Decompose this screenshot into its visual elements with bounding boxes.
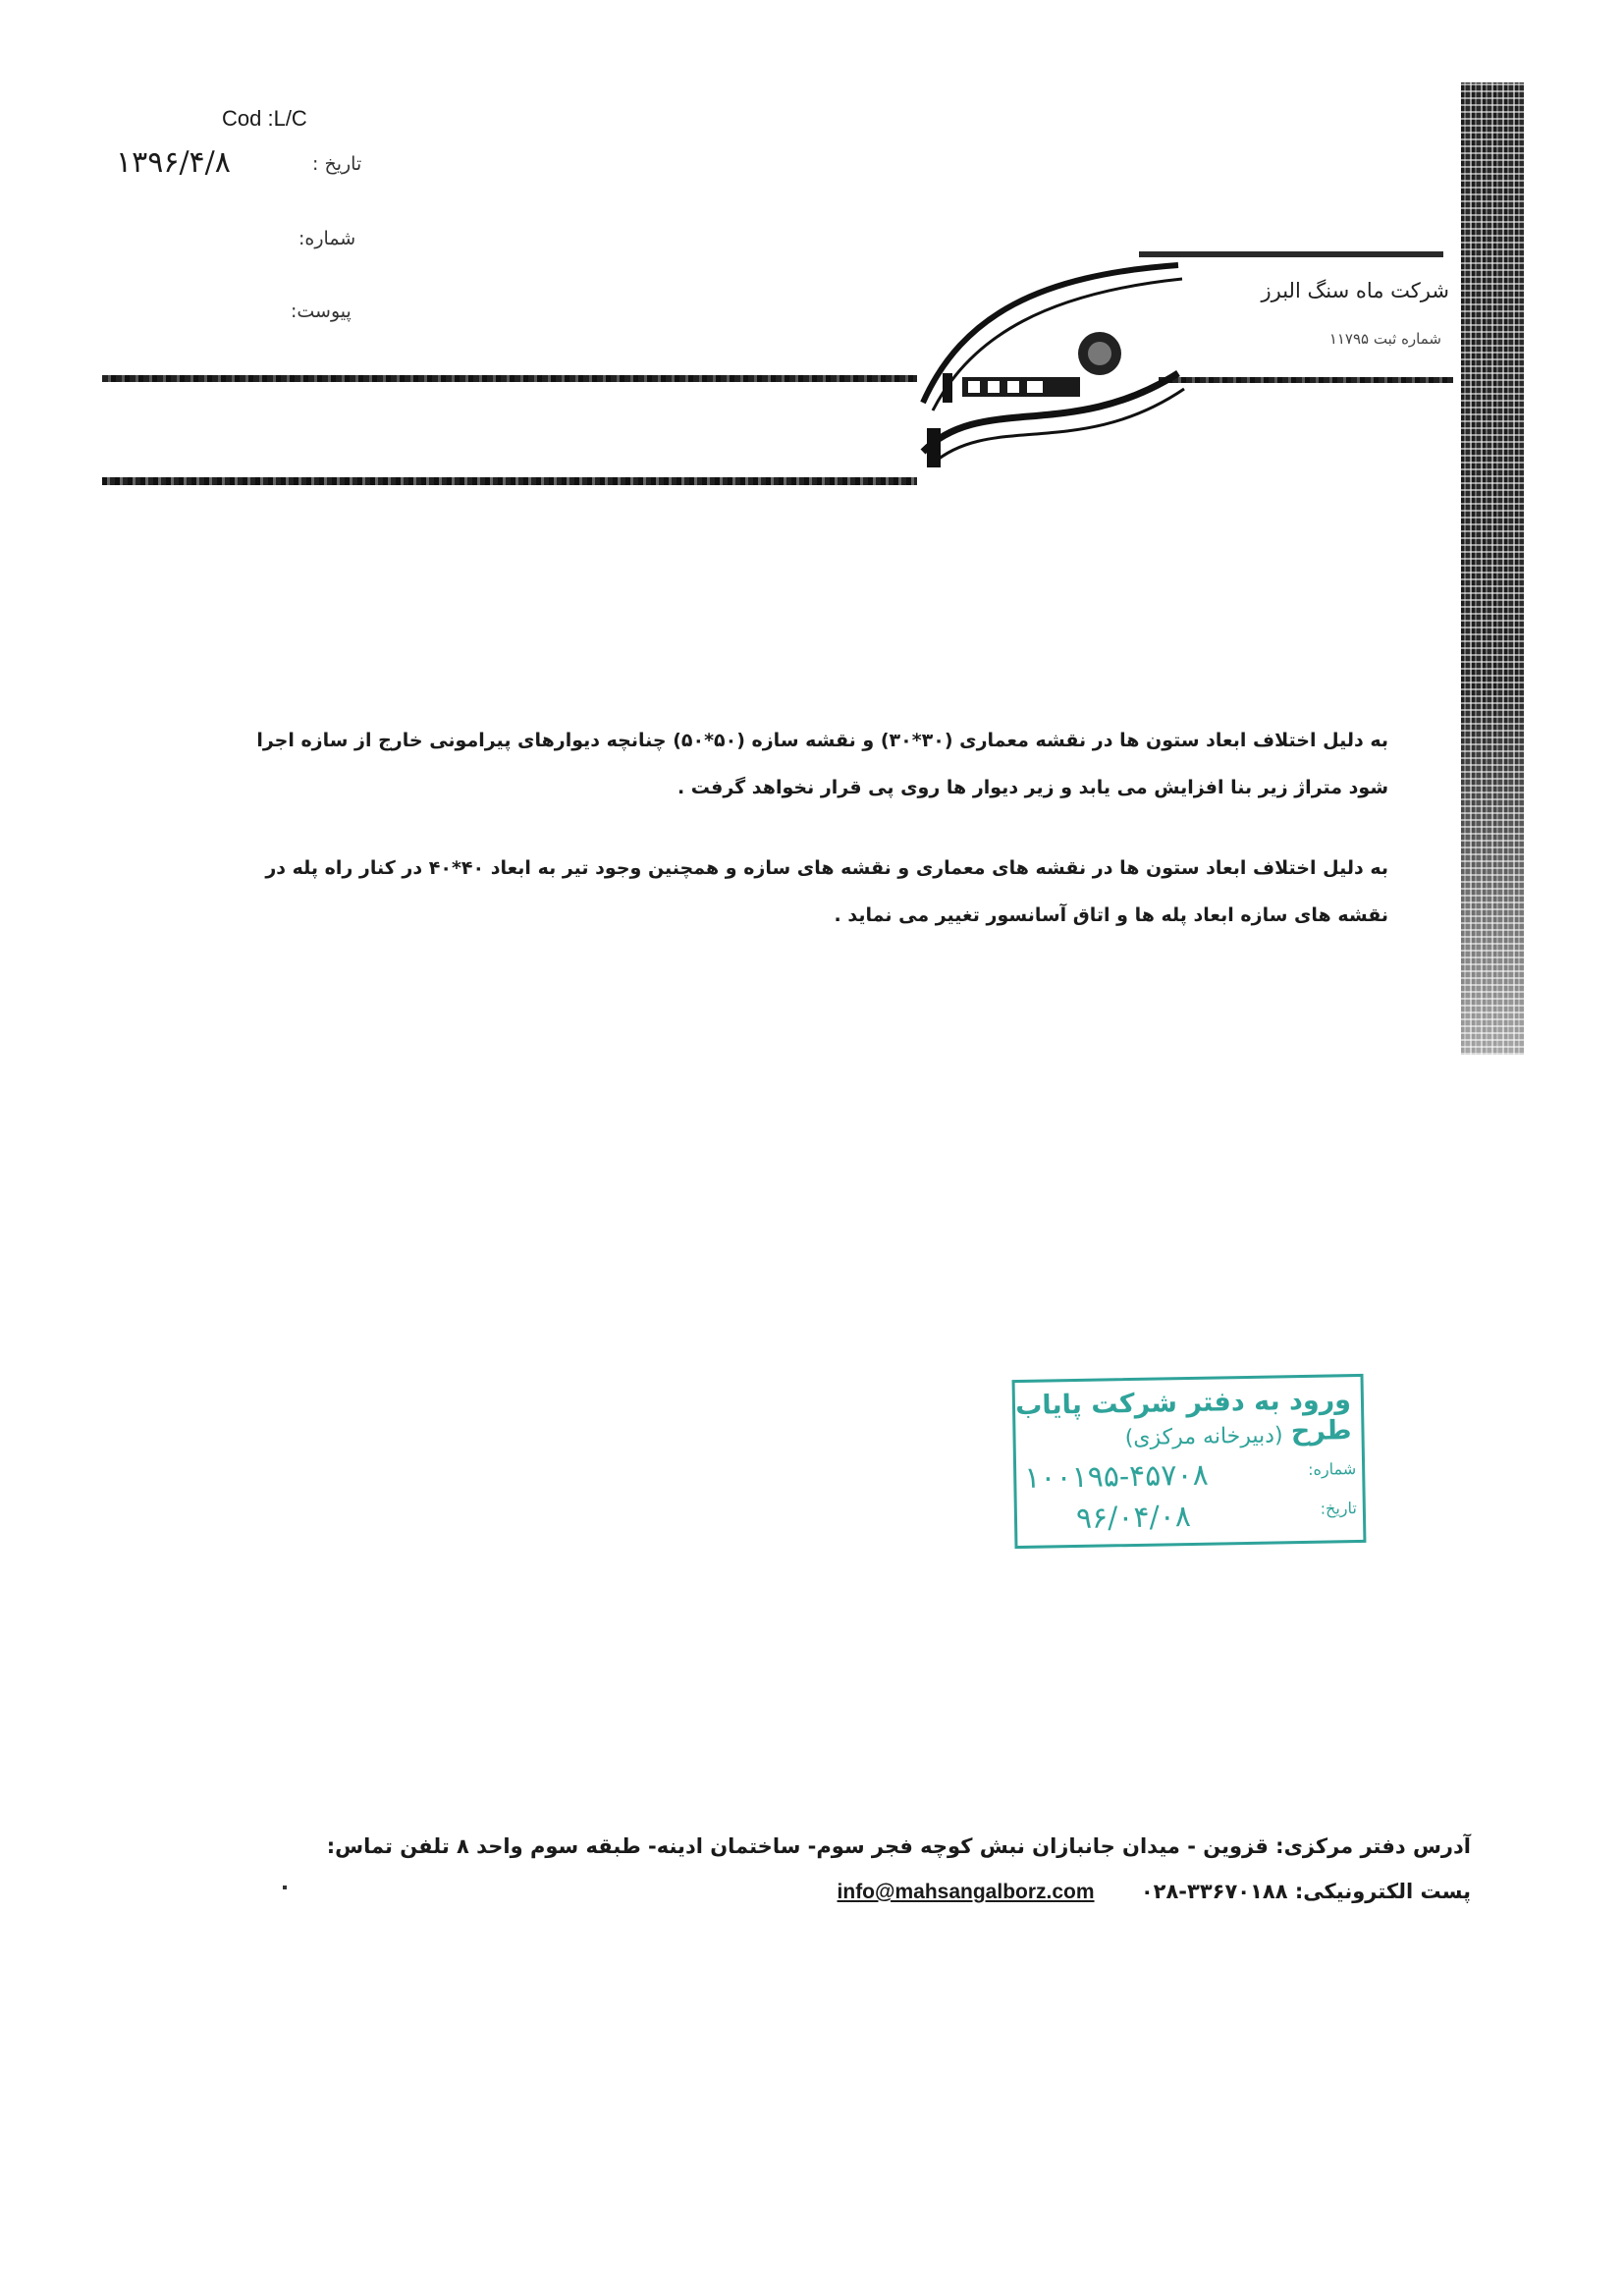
- footer-contact-line: [838, 1880, 1471, 1904]
- body-paragraph-1: به دلیل اختلاف ابعاد ستون ها در نقشه معماری (۳۰*۳۰) و نقشه سازه (۵۰*۵۰) چنانچه دیوارهای پیرامونی خارج از سازه اجرا شود متراژ زیر بنا افزایش می یابد و زیر دیوار ها روی پی قرار نخواهد گرفت .: [256, 730, 1388, 798]
- body-paragraph-2: به دلیل اختلاف ابعاد ستون ها در نقشه های معماری و نقشه های سازه و همچنین وجود تیر به ابعاد ۴۰*۴۰ در کنار راه پله در نقشه های سازه ابعاد پله ها و اتاق آسانسور تغییر می نماید .: [265, 857, 1388, 926]
- date-label: تاریخ :: [312, 153, 362, 175]
- number-label: شماره:: [298, 228, 356, 249]
- stamp-title: ورود به دفتر شرکت پایاب طرح: [1014, 1385, 1352, 1448]
- letterhead-vertical-bar-fade: [1461, 687, 1524, 1061]
- letterhead-rule-bottom: [102, 477, 917, 485]
- stamp-number-label: شماره:: [1307, 1459, 1357, 1479]
- stamp-date-label: تاریخ:: [1320, 1499, 1358, 1518]
- letterhead-rule-middle: [102, 375, 917, 382]
- footer-phone: ۰۲۸-۳۳۶۷۰۱۸۸: [1140, 1880, 1288, 1903]
- letterhead-rule-middle-right: [1159, 377, 1453, 383]
- handwritten-date: ۱۳۹۶/۴/۸: [116, 145, 231, 180]
- footer-address: آدرس دفتر مرکزی: قزوین - میدان جانبازان نبش کوچه فجر سوم- ساختمان ادینه- طبقه سوم واحد ۸ تلفن تماس:: [326, 1834, 1471, 1858]
- document-code: Cod :L/C: [222, 106, 307, 131]
- registration-number: شماره ثبت ۱۱۷۹۵: [1328, 330, 1441, 348]
- stamp-subtitle: (دبیرخانه مرکزی): [1124, 1423, 1283, 1451]
- footer-email-label: پست الکترونیکی:: [1294, 1880, 1471, 1903]
- attachment-label: پیوست:: [291, 301, 352, 322]
- received-stamp: [1012, 1374, 1367, 1549]
- footer-dot: [283, 1886, 287, 1889]
- stamp-number-value: ۱۰۰۱۹۵-۴۵۷۰۸: [1023, 1457, 1209, 1496]
- company-name: شرکت ماه سنگ البرز: [1261, 279, 1449, 302]
- stamp-date-value: ۹۶/۰۴/۰۸: [1075, 1499, 1192, 1537]
- company-logo: [903, 255, 1198, 491]
- footer-email-link[interactable]: info@mahsangalborz.com: [837, 1881, 1095, 1903]
